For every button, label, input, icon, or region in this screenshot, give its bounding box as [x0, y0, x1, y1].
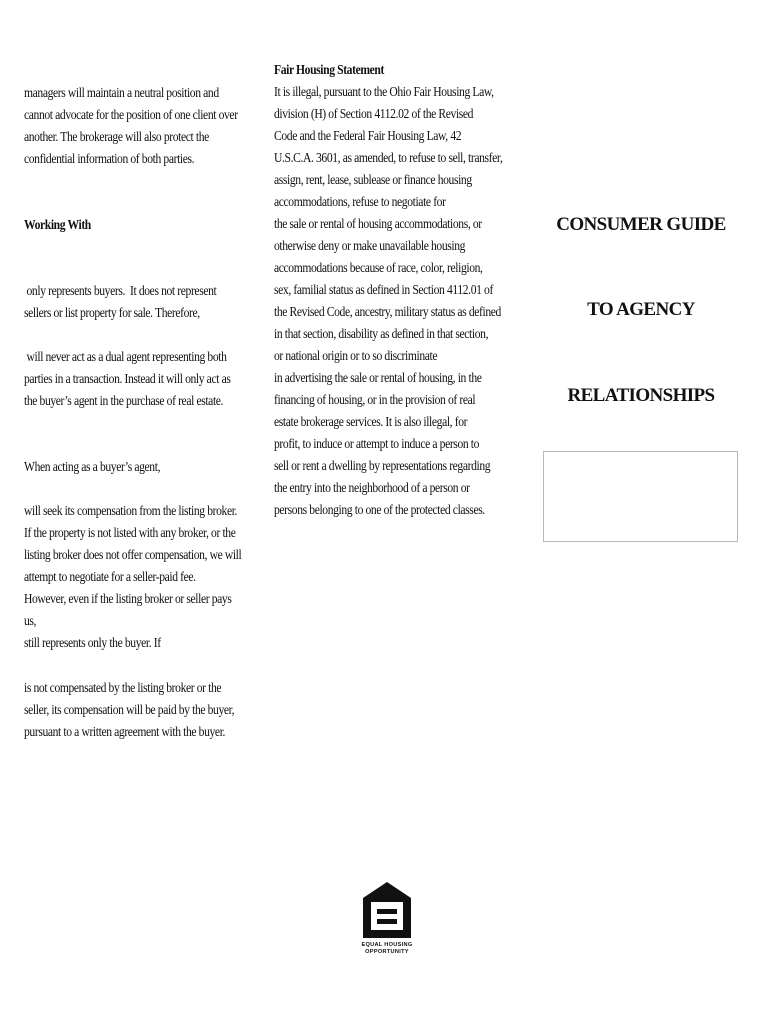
- text-line: is not compensated by the listing broker or the: [24, 680, 222, 695]
- text-line: If the property is not listed with any broker, or the: [24, 525, 236, 540]
- text-line: will seek its compensation from the listing broker.: [24, 503, 238, 518]
- text-line: Code and the Federal Fair Housing Law, 42: [274, 128, 462, 143]
- blank-box: [543, 451, 738, 542]
- text-line: U.S.C.A. 3601, as amended, to refuse to sell, transfer,: [274, 150, 503, 165]
- cover-title-line-1: CONSUMER GUIDE: [556, 214, 726, 235]
- text-line: seller, its compensation will be paid by the buyer,: [24, 702, 235, 717]
- text-line: It is illegal, pursuant to the Ohio Fair Housing Law,: [274, 84, 494, 99]
- text-line: only represents buyers. It does not represent: [24, 283, 217, 298]
- text-line: pursuant to a written agreement with the buyer.: [24, 724, 226, 739]
- text-line: division (H) of Section 4112.02 of the Revised: [274, 106, 474, 121]
- text-line: However, even if the listing broker or seller pays: [24, 591, 232, 606]
- text-line: or national origin or to so discriminate: [274, 348, 438, 363]
- text-line: estate brokerage services. It is also illegal, for: [274, 414, 468, 429]
- text-line: listing broker does not offer compensation, we will: [24, 547, 242, 562]
- text-line: financing of housing, or in the provision of real: [274, 392, 476, 407]
- text-line: When acting as a buyer’s agent,: [24, 459, 161, 474]
- text-line: assign, rent, lease, sublease or finance housing: [274, 172, 472, 187]
- text-line: cannot advocate for the position of one client over: [24, 107, 238, 122]
- text-line: accommodations, refuse to negotiate for: [274, 194, 446, 209]
- text-line: sell or rent a dwelling by representations regarding: [274, 458, 491, 473]
- text-line: us,: [24, 613, 37, 628]
- text-line: sex, familial status as defined in Section 4112.01 of: [274, 282, 493, 297]
- cover-title-line-2: TO AGENCY: [587, 299, 695, 320]
- text-line: attempt to negotiate for a seller-paid fee.: [24, 569, 196, 584]
- logo-text-line-1: EQUAL HOUSING: [361, 942, 413, 948]
- fair-housing-heading: Fair Housing Statement: [274, 62, 384, 77]
- text-line: will never act as a dual agent representing both: [24, 349, 227, 364]
- text-line: accommodations because of race, color, religion,: [274, 260, 483, 275]
- text-line: the entry into the neighborhood of a person or: [274, 480, 470, 495]
- equal-housing-logo: [361, 880, 413, 958]
- text-line: managers will maintain a neutral position and: [24, 85, 219, 100]
- cover-title-line-3: RELATIONSHIPS: [567, 385, 715, 406]
- text-line: still represents only the buyer. If: [24, 635, 161, 650]
- text-line: the Revised Code, ancestry, military status as defined: [274, 304, 501, 319]
- text-line: another. The brokerage will also protect the: [24, 129, 209, 144]
- text-line: the sale or rental of housing accommodations, or: [274, 216, 482, 231]
- text-line: sellers or list property for sale. Therefore,: [24, 305, 200, 320]
- text-line: persons belonging to one of the protected classes.: [274, 502, 485, 517]
- equal-housing-opportunity-icon: [361, 880, 413, 940]
- text-line: in advertising the sale or rental of housing, in the: [274, 370, 482, 385]
- logo-text-line-2: OPPORTUNITY: [365, 949, 409, 955]
- text-line: parties in a transaction. Instead it will only act as: [24, 371, 231, 386]
- text-line: the buyer’s agent in the purchase of real estate.: [24, 393, 224, 408]
- text-line: in that section, disability as defined in that section,: [274, 326, 489, 341]
- text-line: otherwise deny or make unavailable housing: [274, 238, 466, 253]
- text-line: confidential information of both parties.: [24, 151, 195, 166]
- section-heading-working-with: Working With: [24, 217, 91, 232]
- text-line: profit, to induce or attempt to induce a person to: [274, 436, 480, 451]
